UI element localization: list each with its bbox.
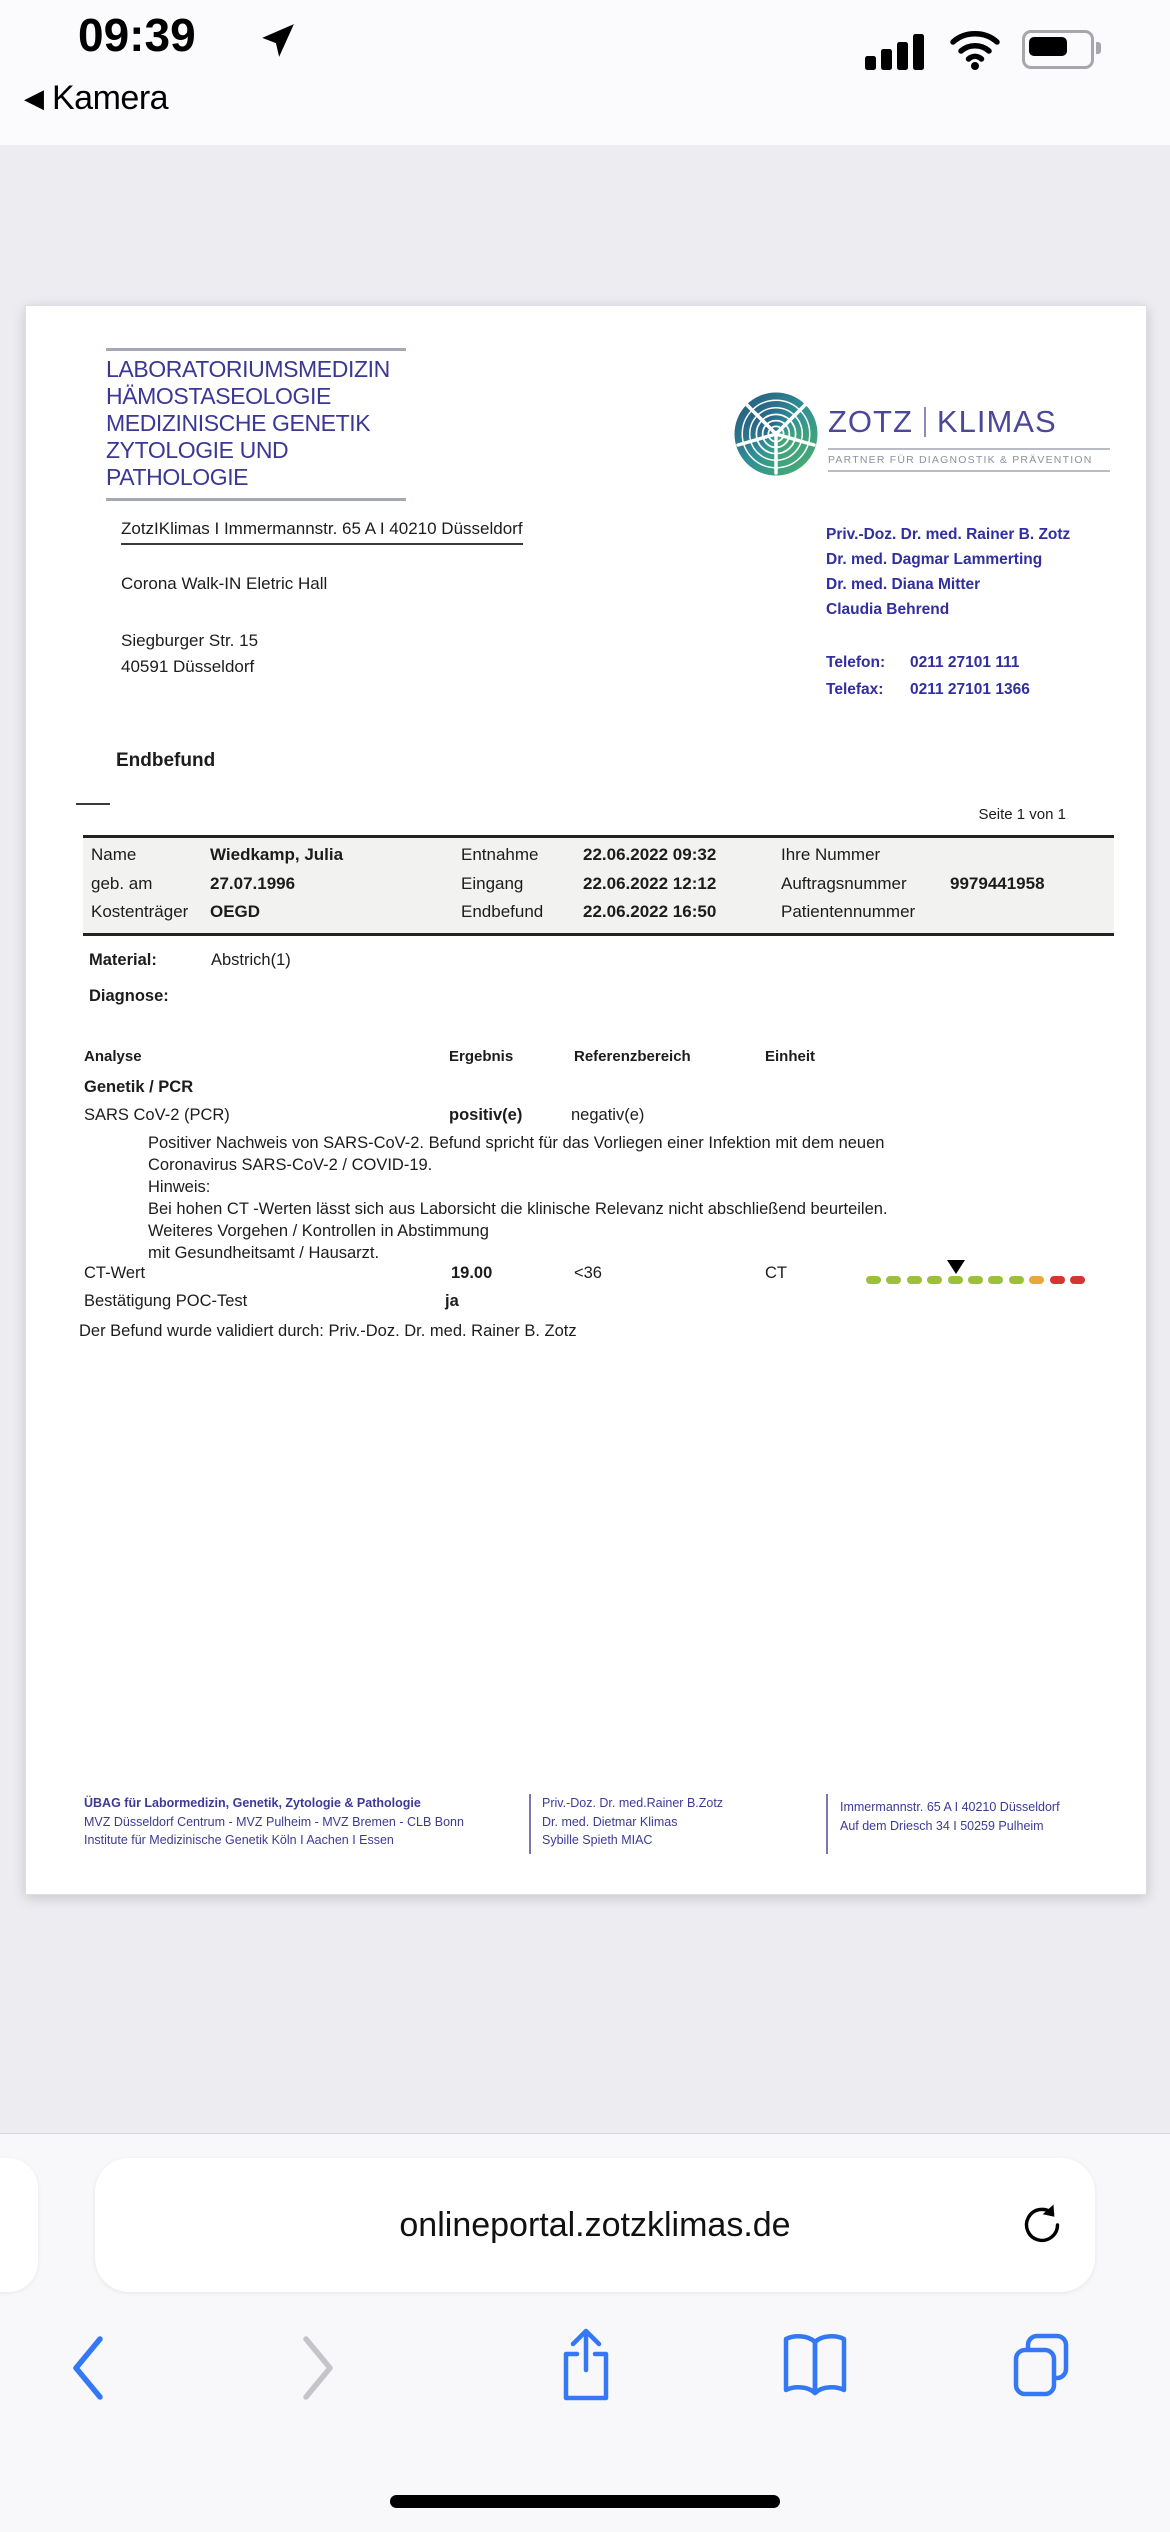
logo-divider — [924, 407, 926, 437]
patient-value: Wiedkamp, Julia — [210, 845, 344, 864]
home-indicator[interactable] — [390, 2495, 780, 2508]
comment-line: Bei hohen CT -Werten lässt sich aus Laborsicht die klinische Relevanz nicht abschließend beurteilen. — [148, 1200, 888, 1218]
patient-value: 9979441958 — [950, 873, 1045, 893]
col-analyse: Analyse — [84, 1048, 142, 1065]
analysis-reference: negativ(e) — [571, 1106, 645, 1124]
footer-column-physicians — [542, 1794, 723, 1850]
url-text: onlineportal.zotzklimas.de — [399, 2205, 791, 2244]
logo-tagline: PARTNER FÜR DIAGNOSTIK & PRÄVENTION — [828, 448, 1110, 472]
patient-label: Ihre Nummer — [781, 845, 881, 864]
fax-label: Telefax: — [826, 681, 884, 698]
comment-line: mit Gesundheitsamt / Hausarzt. — [148, 1244, 380, 1262]
comment-line: Coronavirus SARS-CoV-2 / COVID-19. — [148, 1156, 433, 1174]
patient-label: Endbefund — [461, 902, 544, 921]
footer-divider — [826, 1794, 828, 1854]
material-value: Abstrich(1) — [211, 951, 291, 969]
lab-services-header — [106, 348, 406, 501]
address-bar[interactable] — [95, 2158, 1095, 2292]
recipient-city: 40591 Düsseldorf — [121, 657, 255, 676]
patient-label: geb. am — [91, 873, 153, 893]
patient-value: OEGD — [210, 902, 261, 921]
footer-column-lab — [84, 1794, 464, 1850]
footer-line: ÜBAG für Labormedizin, Genetik, Zytologie & Pathologie — [84, 1796, 421, 1810]
physician-list — [826, 522, 1070, 622]
status-bar — [0, 0, 1170, 145]
footer-line: Immermannstr. 65 A I 40210 Düsseldorf — [840, 1800, 1060, 1814]
patient-row — [83, 902, 1114, 931]
previous-tab-stub[interactable] — [0, 2158, 38, 2292]
service-line: HÄMOSTASEOLOGIE — [106, 383, 331, 409]
safari-bottom-bar — [0, 2133, 1170, 2532]
refresh-button[interactable] — [1019, 2202, 1065, 2253]
patient-value: 22.06.2022 09:32 — [583, 845, 717, 864]
comment-line: Positiver Nachweis von SARS-CoV-2. Befund spricht für das Vorliegen einer Infektion mit dem neuen — [148, 1134, 885, 1152]
analysis-result: 19.00 — [451, 1264, 493, 1282]
fold-mark — [76, 803, 110, 805]
service-line: ZYTOLOGIE UND PATHOLOGIE — [106, 437, 289, 490]
lab-contact — [826, 649, 1030, 703]
results-group-title: Genetik / PCR — [84, 1078, 194, 1096]
sender-address-line: ZotzIKlimas I Immermannstr. 65 A I 40210 Düsseldorf — [121, 519, 523, 545]
forward-button[interactable] — [292, 2334, 340, 2407]
patient-label: Entnahme — [461, 845, 539, 864]
bookmarks-icon[interactable] — [780, 2332, 850, 2403]
footer-line: Sybille Spieth MIAC — [542, 1833, 653, 1847]
recipient-name: Corona Walk-IN Eletric Hall — [121, 574, 328, 593]
clock: 09:39 — [78, 9, 196, 61]
validation-line: Der Befund wurde validiert durch: Priv.-Doz. Dr. med. Rainer B. Zotz — [79, 1322, 577, 1340]
lab-report-page — [25, 305, 1147, 1895]
ct-scale-marker-icon — [947, 1260, 965, 1274]
col-referenzbereich: Referenzbereich — [574, 1048, 691, 1065]
physician: Dr. med. Dagmar Lammerting — [826, 551, 1043, 568]
zotz-klimas-logo-icon — [734, 392, 818, 481]
report-title: Endbefund — [116, 750, 216, 771]
physician: Claudia Behrend — [826, 601, 950, 618]
comment-line: Hinweis: — [148, 1178, 211, 1196]
diagnose-label: Diagnose: — [89, 987, 169, 1005]
result-comment-block — [148, 1132, 888, 1264]
patient-label: Kostenträger — [91, 902, 189, 921]
col-ergebnis: Ergebnis — [449, 1048, 514, 1065]
comment-line: Weiteres Vorgehen / Kontrollen in Abstimmung — [148, 1222, 489, 1240]
logo-wordmark — [828, 404, 1057, 440]
col-einheit: Einheit — [765, 1048, 816, 1065]
patient-value: 22.06.2022 12:12 — [583, 873, 717, 893]
wifi-icon — [948, 28, 1002, 75]
material-label: Material: — [89, 951, 157, 969]
ct-value-scale — [866, 1276, 1088, 1286]
footer-column-addresses — [840, 1798, 1060, 1835]
tabs-icon[interactable] — [1008, 2332, 1078, 2403]
back-triangle-icon: ◀ — [24, 83, 44, 113]
service-line: LABORATORIUMSMEDIZIN — [106, 356, 390, 382]
physician: Priv.-Doz. Dr. med. Rainer B. Zotz — [826, 526, 1071, 543]
back-to-camera-link[interactable] — [24, 78, 168, 118]
patient-label: Auftragsnummer — [781, 873, 907, 893]
battery-icon — [1022, 30, 1094, 69]
analysis-name: CT-Wert — [84, 1264, 146, 1282]
footer-divider — [529, 1794, 531, 1854]
location-arrow-icon — [258, 22, 296, 65]
fax-number: 0211 27101 1366 — [910, 681, 1030, 698]
patient-label: Name — [91, 845, 137, 864]
service-line: MEDIZINISCHE GENETIK — [106, 410, 371, 436]
share-icon[interactable] — [556, 2326, 616, 2411]
analysis-name: SARS CoV-2 (PCR) — [84, 1106, 230, 1124]
patient-label: Patientennummer — [781, 902, 916, 921]
patient-value: 22.06.2022 16:50 — [583, 902, 717, 921]
logo-word-right: KLIMAS — [936, 404, 1057, 439]
back-app-label: Kamera — [52, 78, 169, 117]
analysis-reference: <36 — [574, 1264, 602, 1282]
footer-line: Institute für Medizinische Genetik Köln I Aachen I Essen — [84, 1833, 394, 1847]
patient-row — [83, 874, 1114, 903]
footer-line: MVZ Düsseldorf Centrum - MVZ Pulheim - MVZ Bremen - CLB Bonn — [84, 1814, 464, 1829]
footer-line: Priv.-Doz. Dr. med.Rainer B.Zotz — [542, 1796, 724, 1810]
phone-label: Telefon: — [826, 654, 886, 671]
footer-line: Auf dem Driesch 34 I 50259 Pulheim — [840, 1818, 1044, 1833]
logo-word-left: ZOTZ — [828, 404, 913, 439]
footer-line: Dr. med. Dietmar Klimas — [542, 1814, 678, 1829]
back-button[interactable] — [66, 2334, 114, 2407]
physician: Dr. med. Diana Mitter — [826, 576, 981, 593]
patient-value: 27.07.1996 — [210, 873, 296, 893]
patient-info-box — [83, 835, 1114, 936]
page-indicator: Seite 1 von 1 — [978, 806, 1066, 823]
analysis-name: Bestätigung POC-Test — [84, 1292, 248, 1310]
analysis-unit: CT — [765, 1264, 787, 1282]
phone-number: 0211 27101 111 — [910, 654, 1020, 671]
recipient-street: Siegburger Str. 15 — [121, 631, 259, 650]
patient-label: Eingang — [461, 873, 524, 893]
signal-bars-icon — [865, 32, 924, 70]
patient-row — [83, 845, 1114, 874]
analysis-result: positiv(e) — [449, 1106, 523, 1124]
analysis-result: ja — [445, 1292, 459, 1310]
